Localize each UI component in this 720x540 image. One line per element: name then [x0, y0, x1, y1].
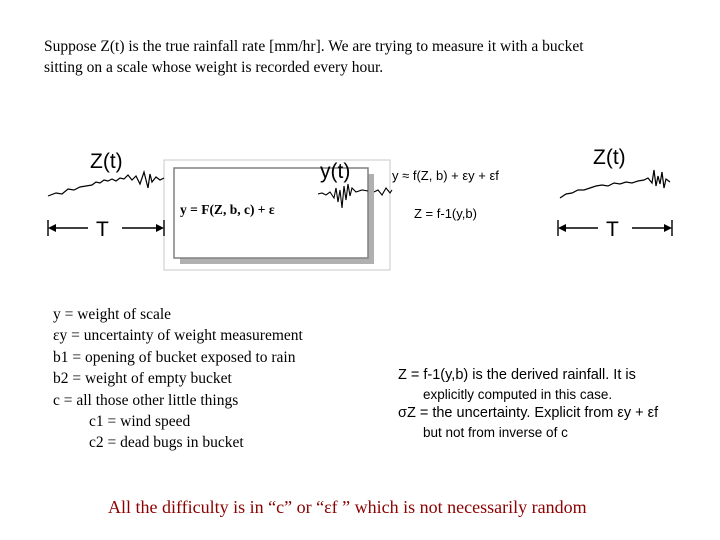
right-signal-label: Z(t)	[593, 146, 626, 169]
definition-c2: c2 = dead bugs in bucket	[89, 434, 244, 452]
left-signal-trace	[48, 172, 164, 196]
inverse-equation-text: Z = f-1(y,b)	[414, 206, 477, 221]
note-uncertainty: σZ = the uncertainty. Explicit from εy + εf	[398, 405, 659, 421]
intro-line-1: Suppose Z(t) is the true rainfall rate [mm/hr]. We are trying to measure it with a bucket	[44, 38, 584, 55]
definition-b2: b2 = weight of empty bucket	[53, 370, 232, 388]
inverse-equation	[414, 206, 477, 221]
estimate-equation	[392, 168, 499, 183]
definition-c1: c1 = wind speed	[89, 413, 191, 431]
definition-y: y = weight of scale	[53, 306, 172, 323]
derived-rainfall-notes	[398, 366, 658, 442]
right-signal-trace	[560, 170, 670, 198]
estimate-equation-text: y ≈ f(Z, b) + εy + εf	[392, 168, 499, 183]
box-equation-text: y = F(Z, b, c) + ε	[180, 202, 275, 217]
note-not-inverse: but not from inverse of c	[423, 425, 568, 440]
definition-epsilon-y: εy = uncertainty of weight measurement	[53, 327, 303, 345]
intro-line-2: sitting on a scale whose weight is recorded every hour.	[44, 59, 384, 76]
left-period-arrowhead-right	[156, 224, 164, 232]
right-period-arrowhead-left	[558, 224, 566, 232]
right-period-arrowhead-right	[664, 224, 672, 232]
definition-c: c = all those other little things	[53, 391, 239, 409]
note-explicit: explicitly computed in this case.	[423, 387, 613, 402]
note-derived: Z = f-1(y,b) is the derived rainfall. It is	[398, 367, 636, 383]
footer-statement: All the difficulty is in “c” or “εf ” which is not necessarily random	[108, 497, 587, 517]
left-signal-label: Z(t)	[90, 150, 123, 173]
left-period-arrowhead-left	[48, 224, 56, 232]
variable-definitions	[53, 304, 303, 454]
box-equation	[180, 202, 275, 218]
left-period-label: T	[96, 218, 109, 241]
definition-b1: b1 = opening of bucket exposed to rain	[53, 348, 296, 366]
right-period-label: T	[606, 218, 619, 241]
box-output-label: y(t)	[320, 160, 351, 183]
